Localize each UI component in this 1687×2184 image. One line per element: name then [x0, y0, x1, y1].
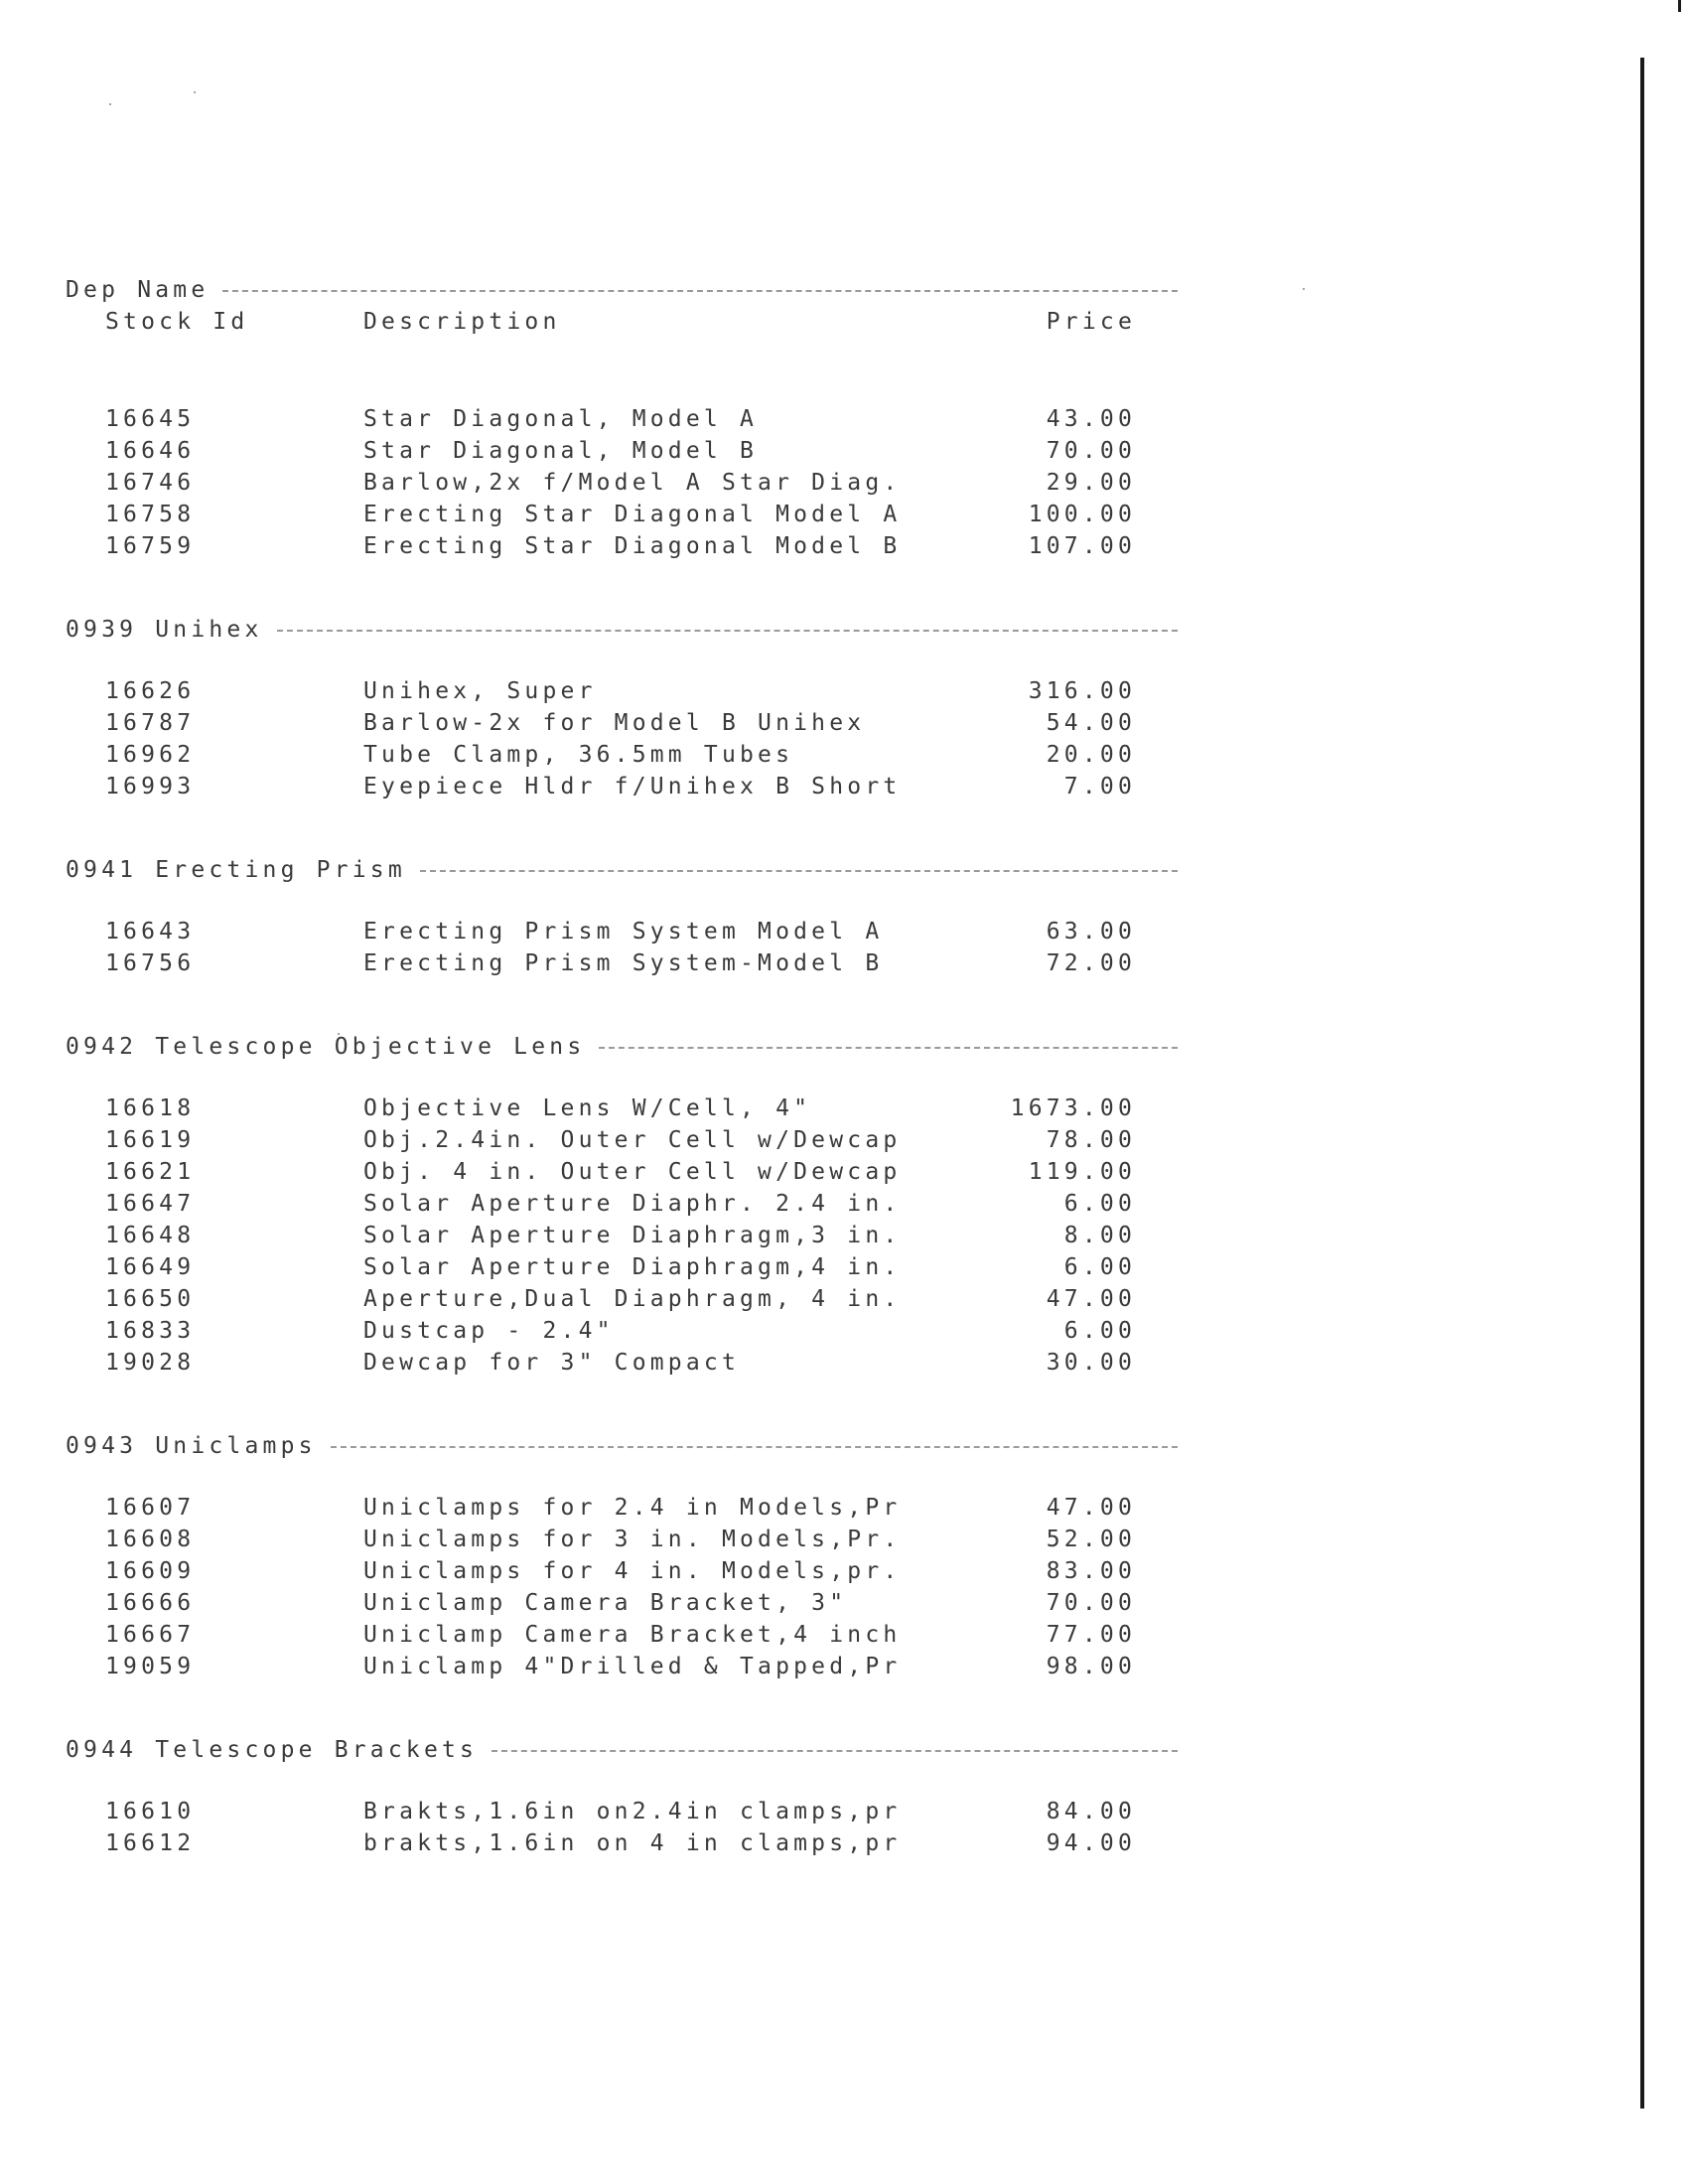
table-row — [66, 707, 1178, 739]
stock-id-cell: 16666 — [105, 1590, 196, 1616]
price-cell: 6.00 — [1063, 1318, 1136, 1344]
stock-id-cell: 16746 — [105, 470, 196, 496]
description-cell: Uniclamp Camera Bracket, 3" — [363, 1590, 848, 1616]
description-cell: Uniclamps for 2.4 in Models,Pr — [363, 1495, 902, 1521]
table-row — [66, 1092, 1178, 1124]
price-cell: 70.00 — [1046, 1590, 1136, 1616]
dashed-rule — [277, 630, 1178, 632]
table-row — [66, 1220, 1178, 1251]
description-cell: Solar Aperture Diaphragm,3 in. — [363, 1223, 902, 1248]
description-cell: Tube Clamp, 36.5mm Tubes — [363, 742, 794, 768]
table-row — [66, 1492, 1178, 1524]
group-first — [66, 403, 1178, 562]
description-cell: Uniclamp 4"Drilled & Tapped,Pr — [363, 1654, 902, 1679]
scan-speck — [1303, 288, 1305, 290]
stock-id-cell: 16647 — [105, 1191, 196, 1217]
price-cell: 100.00 — [1028, 502, 1136, 527]
description-cell: Barlow,2x f/Model A Star Diag. — [363, 470, 902, 496]
group-rows — [66, 403, 1178, 562]
page-margin-rule — [1640, 58, 1644, 2109]
price-cell: 47.00 — [1046, 1286, 1136, 1312]
stock-id-cell: 16621 — [105, 1159, 196, 1185]
stock-id-cell: 16962 — [105, 742, 196, 768]
stock-id-cell: 16626 — [105, 678, 196, 704]
description-cell: Dustcap - 2.4" — [363, 1318, 615, 1344]
stock-id-cell: 16619 — [105, 1127, 196, 1153]
group-header — [66, 1031, 1178, 1063]
description-cell: Solar Aperture Diaphr. 2.4 in. — [363, 1191, 902, 1217]
stock-id-cell: 16609 — [105, 1558, 196, 1584]
description-cell: Aperture,Dual Diaphragm, 4 in. — [363, 1286, 902, 1312]
scan-speck — [194, 91, 196, 93]
group-header — [66, 614, 1178, 646]
description-cell: Erecting Star Diagonal Model B — [363, 533, 902, 559]
table-row — [66, 1347, 1178, 1379]
description-cell: Star Diagonal, Model A — [363, 406, 759, 432]
description-cell: Obj.2.4in. Outer Cell w/Dewcap — [363, 1127, 902, 1153]
table-row — [66, 1156, 1178, 1188]
description-cell: Brakts,1.6in on2.4in clamps,pr — [363, 1799, 902, 1824]
stock-id-cell: 19028 — [105, 1350, 196, 1376]
column-headers — [66, 306, 1178, 338]
table-row — [66, 1124, 1178, 1156]
product-group — [66, 1430, 1178, 1682]
description-cell: Objective Lens W/Cell, 4" — [363, 1095, 812, 1121]
description-cell: Solar Aperture Diaphragm,4 in. — [363, 1254, 902, 1280]
description-cell: Uniclamps for 3 in. Models,Pr. — [363, 1527, 902, 1552]
stock-id-cell: 16650 — [105, 1286, 196, 1312]
description-cell: Erecting Prism System-Model B — [363, 950, 884, 976]
stock-id-cell: 16758 — [105, 502, 196, 527]
group-label: Dep Name — [66, 277, 210, 303]
price-cell: 84.00 — [1046, 1799, 1136, 1824]
stock-id-cell: 16833 — [105, 1318, 196, 1344]
description-cell: Obj. 4 in. Outer Cell w/Dewcap — [363, 1159, 902, 1185]
description-cell: Eyepiece Hldr f/Unihex B Short — [363, 774, 902, 800]
price-cell: 63.00 — [1046, 919, 1136, 945]
price-cell: 119.00 — [1028, 1159, 1136, 1185]
stock-id-cell: 16648 — [105, 1223, 196, 1248]
price-cell: 8.00 — [1063, 1223, 1136, 1248]
table-row — [66, 916, 1178, 947]
price-cell: 77.00 — [1046, 1622, 1136, 1648]
group-label: 0941 Erecting Prism — [66, 857, 406, 883]
group-rows — [66, 1796, 1178, 1859]
group-rows — [66, 1492, 1178, 1682]
price-cell: 83.00 — [1046, 1558, 1136, 1584]
table-row — [66, 435, 1178, 467]
table-row — [66, 947, 1178, 979]
price-cell: 78.00 — [1046, 1127, 1136, 1153]
table-row — [66, 1651, 1178, 1682]
scan-edge-mark — [1678, 0, 1681, 12]
stock-id-cell: 16607 — [105, 1495, 196, 1521]
stock-id-cell: 19059 — [105, 1654, 196, 1679]
price-cell: 52.00 — [1046, 1527, 1136, 1552]
price-cell: 29.00 — [1046, 470, 1136, 496]
group-rows — [66, 916, 1178, 979]
group-header — [66, 1430, 1178, 1462]
column-header-stock-id: Stock Id — [105, 309, 249, 335]
price-cell: 98.00 — [1046, 1654, 1136, 1679]
table-row — [66, 499, 1178, 530]
dashed-rule — [492, 1750, 1178, 1752]
column-header-description: Description — [363, 309, 561, 335]
price-list-report — [66, 274, 1178, 1911]
product-group — [66, 1031, 1178, 1379]
group-label: 0943 Uniclamps — [66, 1433, 317, 1459]
table-row — [66, 1251, 1178, 1283]
price-cell: 43.00 — [1046, 406, 1136, 432]
price-cell: 316.00 — [1028, 678, 1136, 704]
stock-id-cell: 16649 — [105, 1254, 196, 1280]
group-header — [66, 1734, 1178, 1766]
price-cell: 70.00 — [1046, 438, 1136, 464]
stock-id-cell: 16756 — [105, 950, 196, 976]
table-row — [66, 1315, 1178, 1347]
group-header-dep-name — [66, 274, 1178, 306]
description-cell: brakts,1.6in on 4 in clamps,pr — [363, 1830, 902, 1856]
stock-id-cell: 16643 — [105, 919, 196, 945]
stock-id-cell: 16667 — [105, 1622, 196, 1648]
column-header-price: Price — [1046, 309, 1136, 335]
price-cell: 54.00 — [1046, 710, 1136, 736]
group-header — [66, 854, 1178, 886]
groups-container — [66, 614, 1178, 1859]
price-cell: 107.00 — [1028, 533, 1136, 559]
table-row — [66, 403, 1178, 435]
group-rows — [66, 675, 1178, 802]
group-rows — [66, 1092, 1178, 1379]
description-cell: Uniclamp Camera Bracket,4 inch — [363, 1622, 902, 1648]
price-cell: 7.00 — [1063, 774, 1136, 800]
price-cell: 30.00 — [1046, 1350, 1136, 1376]
table-row — [66, 1555, 1178, 1587]
dashed-rule — [599, 1047, 1178, 1049]
table-row — [66, 1587, 1178, 1619]
table-row — [66, 675, 1178, 707]
table-row — [66, 1524, 1178, 1555]
table-row — [66, 1283, 1178, 1315]
stock-id-cell: 16646 — [105, 438, 196, 464]
table-row — [66, 1188, 1178, 1220]
scan-speck — [109, 103, 111, 105]
table-row — [66, 1827, 1178, 1859]
description-cell: Unihex, Super — [363, 678, 597, 704]
description-cell: Uniclamps for 4 in. Models,pr. — [363, 1558, 902, 1584]
stock-id-cell: 16787 — [105, 710, 196, 736]
price-cell: 6.00 — [1063, 1191, 1136, 1217]
stock-id-cell: 16610 — [105, 1799, 196, 1824]
dashed-rule — [420, 870, 1178, 872]
table-row — [66, 1796, 1178, 1827]
price-cell: 20.00 — [1046, 742, 1136, 768]
table-row — [66, 467, 1178, 499]
product-group — [66, 614, 1178, 802]
table-row — [66, 739, 1178, 771]
table-row — [66, 771, 1178, 802]
stock-id-cell: 16618 — [105, 1095, 196, 1121]
description-cell: Erecting Prism System Model A — [363, 919, 884, 945]
description-cell: Star Diagonal, Model B — [363, 438, 759, 464]
price-cell: 94.00 — [1046, 1830, 1136, 1856]
stock-id-cell: 16612 — [105, 1830, 196, 1856]
price-cell: 47.00 — [1046, 1495, 1136, 1521]
price-cell: 72.00 — [1046, 950, 1136, 976]
stock-id-cell: 16608 — [105, 1527, 196, 1552]
group-label: 0942 Telescope Objective Lens — [66, 1034, 586, 1060]
description-cell: Dewcap for 3" Compact — [363, 1350, 740, 1376]
stock-id-cell: 16759 — [105, 533, 196, 559]
product-group — [66, 854, 1178, 979]
description-cell: Barlow-2x for Model B Unihex — [363, 710, 866, 736]
dashed-rule — [222, 290, 1178, 292]
price-cell: 1673.00 — [1010, 1095, 1136, 1121]
table-row — [66, 1619, 1178, 1651]
dashed-rule — [331, 1446, 1178, 1448]
table-row — [66, 530, 1178, 562]
price-cell: 6.00 — [1063, 1254, 1136, 1280]
group-label: 0944 Telescope Brackets — [66, 1737, 479, 1763]
stock-id-cell: 16993 — [105, 774, 196, 800]
product-group — [66, 1734, 1178, 1859]
description-cell: Erecting Star Diagonal Model A — [363, 502, 902, 527]
stock-id-cell: 16645 — [105, 406, 196, 432]
group-label: 0939 Unihex — [66, 617, 263, 643]
